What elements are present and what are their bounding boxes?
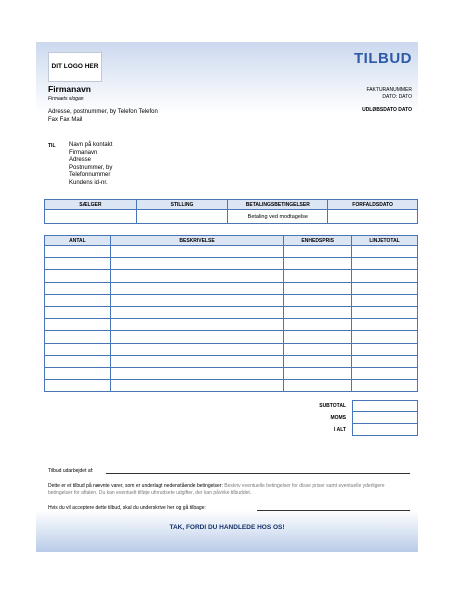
prepared-by-label: Tilbud udarbejdet af:	[48, 468, 94, 474]
unit-price-cell[interactable]	[284, 367, 352, 379]
recipient-line: Firmanavn	[69, 149, 98, 156]
recipient-line: Navn på kontakt	[69, 142, 113, 148]
quantity-cell[interactable]	[45, 331, 111, 343]
quote-page	[36, 42, 418, 552]
quantity-cell[interactable]	[45, 380, 111, 392]
terms-intro: Dette er et tilbud på nævnte varer, som er underlagt nedenstående betingelser:	[48, 483, 223, 489]
line-total-cell[interactable]	[352, 355, 418, 367]
total-label: I ALT	[334, 427, 346, 433]
header-unit-price: ENHEDSPRIS	[284, 236, 352, 246]
line-total-cell[interactable]	[352, 246, 418, 258]
description-cell[interactable]	[110, 319, 283, 331]
subtotal-label: SUBTOTAL	[319, 403, 346, 409]
quantity-cell[interactable]	[45, 343, 111, 355]
invoice-number: FAKTURANUMMER	[366, 87, 412, 93]
header-payment-terms: BETALINGSBETINGELSER	[228, 200, 328, 210]
table-row	[45, 282, 418, 294]
table-row	[45, 331, 418, 343]
header-quantity: ANTAL	[45, 236, 111, 246]
quantity-cell[interactable]	[45, 294, 111, 306]
unit-price-cell[interactable]	[284, 380, 352, 392]
header-seller: SÆLGER	[45, 200, 137, 210]
logo-placeholder	[48, 52, 102, 82]
total-row	[44, 424, 418, 436]
position-cell[interactable]	[136, 210, 228, 224]
line-total-cell[interactable]	[352, 343, 418, 355]
subtotal-row	[44, 400, 418, 412]
sales-info-table	[44, 199, 418, 224]
unit-price-cell[interactable]	[284, 282, 352, 294]
quantity-cell[interactable]	[45, 355, 111, 367]
description-cell[interactable]	[110, 306, 283, 318]
header-description: BESKRIVELSE	[110, 236, 283, 246]
recipient-line: Kundens id-nr.	[69, 179, 108, 186]
description-cell[interactable]	[110, 258, 283, 270]
quantity-cell[interactable]	[45, 282, 111, 294]
unit-price-cell[interactable]	[284, 343, 352, 355]
unit-price-cell[interactable]	[284, 294, 352, 306]
signature-line[interactable]	[257, 510, 410, 511]
sales-info-row	[45, 210, 418, 224]
expiry-date: UDLØBSDATO DATO	[362, 107, 412, 113]
recipient-label: TIL	[48, 143, 56, 149]
line-items-body	[45, 246, 418, 392]
unit-price-cell[interactable]	[284, 270, 352, 282]
table-row	[45, 319, 418, 331]
description-cell[interactable]	[110, 380, 283, 392]
table-row	[45, 343, 418, 355]
line-total-cell[interactable]	[352, 319, 418, 331]
quantity-cell[interactable]	[45, 319, 111, 331]
company-address: Adresse, postnummer, by Telefon Telefon Fax Fax Mail	[48, 109, 158, 123]
line-total-cell[interactable]	[352, 367, 418, 379]
recipient-line: Adresse	[69, 157, 92, 163]
footer-background	[36, 510, 418, 552]
document-title: TILBUD	[354, 50, 412, 67]
unit-price-cell[interactable]	[284, 331, 352, 343]
line-total-cell[interactable]	[352, 294, 418, 306]
description-cell[interactable]	[110, 331, 283, 343]
line-total-cell[interactable]	[352, 270, 418, 282]
line-total-cell[interactable]	[352, 306, 418, 318]
prepared-by-line[interactable]	[106, 473, 410, 474]
terms-details: Beskriv eventuelle betingelser for disse priser samt eventuelle yderligere betingelser for aftalen. Du kan eventuelt tilføje uforudsete udgifter, der kan påvirke tilbuddet.	[48, 483, 385, 496]
line-total-cell[interactable]	[352, 380, 418, 392]
header-due-date: FORFALDSDATO	[328, 200, 418, 210]
description-cell[interactable]	[110, 270, 283, 282]
description-cell[interactable]	[110, 282, 283, 294]
payment-terms-cell[interactable]: Betaling ved modtagelse	[228, 210, 328, 224]
company-name: Firmanavn	[48, 84, 91, 94]
table-row	[45, 294, 418, 306]
vat-cell[interactable]	[352, 412, 418, 424]
vat-label: MOMS	[330, 415, 346, 421]
sales-info-header	[45, 200, 418, 210]
subtotal-cell[interactable]	[352, 400, 418, 412]
quote-date: DATO: DATO	[382, 93, 412, 100]
line-total-cell[interactable]	[352, 282, 418, 294]
logo-text: DIT LOGO HER	[51, 63, 99, 70]
unit-price-cell[interactable]	[284, 306, 352, 318]
quantity-cell[interactable]	[45, 367, 111, 379]
description-cell[interactable]	[110, 246, 283, 258]
total-cell[interactable]	[352, 424, 418, 436]
header-line-total: LINJETOTAL	[352, 236, 418, 246]
recipient-line: Telefonnummer	[69, 172, 111, 178]
quantity-cell[interactable]	[45, 270, 111, 282]
table-row	[45, 380, 418, 392]
company-slogan: Firmaets slogan	[48, 96, 84, 102]
seller-cell[interactable]	[45, 210, 137, 224]
recipient-line: Postnummer, by	[69, 164, 113, 171]
table-row	[45, 258, 418, 270]
line-total-cell[interactable]	[352, 258, 418, 270]
table-row	[45, 306, 418, 318]
table-row	[45, 246, 418, 258]
description-cell[interactable]	[110, 294, 283, 306]
table-row	[45, 367, 418, 379]
description-cell[interactable]	[110, 355, 283, 367]
line-total-cell[interactable]	[352, 331, 418, 343]
vat-row	[44, 412, 418, 424]
terms-text	[48, 483, 408, 496]
quantity-cell[interactable]	[45, 258, 111, 270]
unit-price-cell[interactable]	[284, 246, 352, 258]
recipient-block	[69, 142, 112, 187]
quantity-cell[interactable]	[45, 306, 111, 318]
table-row	[45, 355, 418, 367]
header-position: STILLING	[136, 200, 228, 210]
line-items-header	[45, 236, 418, 246]
unit-price-cell[interactable]	[284, 355, 352, 367]
due-date-cell[interactable]	[328, 210, 418, 224]
description-cell[interactable]	[110, 367, 283, 379]
thank-you-message: TAK, FORDI DU HANDLEDE HOS OS!	[169, 524, 285, 531]
unit-price-cell[interactable]	[284, 258, 352, 270]
unit-price-cell[interactable]	[284, 319, 352, 331]
accept-instructions: Hvis du vil acceptere dette tilbud, skal du underskrive her og gå tilbage:	[48, 505, 206, 511]
table-row	[45, 270, 418, 282]
description-cell[interactable]	[110, 343, 283, 355]
quantity-cell[interactable]	[45, 246, 111, 258]
line-items-table	[44, 235, 418, 392]
quote-meta	[362, 87, 412, 114]
totals-section	[44, 400, 418, 436]
